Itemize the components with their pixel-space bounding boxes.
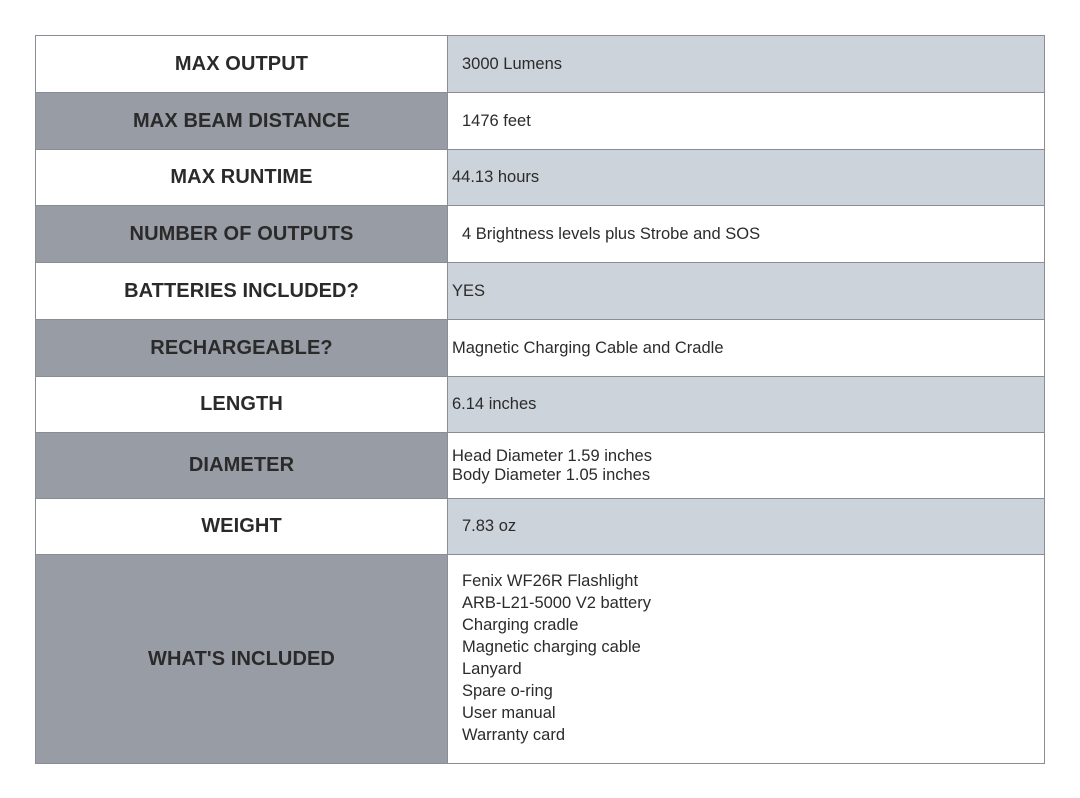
spec-label: WHAT'S INCLUDED [36, 555, 448, 764]
included-item: Magnetic charging cable [462, 638, 641, 657]
spec-label: MAX OUTPUT [36, 36, 448, 93]
spec-value [448, 36, 1045, 93]
spec-label: NUMBER OF OUTPUTS [36, 206, 448, 263]
spec-value-line: 3000 Lumens [462, 54, 562, 73]
spec-value-line: Magnetic Charging Cable and Cradle [452, 338, 724, 357]
included-item: Fenix WF26R Flashlight [462, 572, 639, 591]
spec-row-number-of-outputs [36, 206, 1045, 263]
spec-value [448, 93, 1045, 150]
spec-value-line: Body Diameter 1.05 inches [452, 465, 651, 484]
spec-label: DIAMETER [36, 433, 448, 499]
spec-row-max-output [36, 36, 1045, 93]
spec-value-line: YES [452, 281, 486, 300]
spec-value-line: 6.14 inches [452, 395, 537, 413]
spec-label: MAX RUNTIME [36, 150, 448, 206]
spec-value [448, 555, 1045, 764]
spec-value-line: 44.13 hours [452, 168, 540, 186]
spec-label: RECHARGEABLE? [36, 320, 448, 377]
spec-row-diameter [36, 433, 1045, 499]
spec-table [35, 35, 1045, 764]
spec-value-line: 1476 feet [462, 111, 531, 130]
spec-label: MAX BEAM DISTANCE [36, 93, 448, 150]
spec-value [448, 206, 1045, 263]
spec-value [448, 263, 1045, 320]
spec-row-batteries-included [36, 263, 1045, 320]
spec-row-weight [36, 499, 1045, 555]
spec-value [448, 150, 1045, 206]
spec-value [448, 320, 1045, 377]
included-item: Lanyard [462, 660, 522, 678]
spec-row-rechargeable [36, 320, 1045, 377]
spec-label: BATTERIES INCLUDED? [36, 263, 448, 320]
spec-value-line: 4 Brightness levels plus Strobe and SOS [462, 224, 761, 243]
included-item: Spare o-ring [462, 681, 553, 700]
spec-label: LENGTH [36, 377, 448, 433]
spec-value [448, 433, 1045, 499]
spec-row-max-beam-distance [36, 93, 1045, 150]
spec-row-length [36, 377, 1045, 433]
spec-label: WEIGHT [36, 499, 448, 555]
included-item: ARB-L21-5000 V2 battery [462, 594, 651, 613]
spec-value [448, 499, 1045, 555]
spec-row-max-runtime [36, 150, 1045, 206]
included-item: Warranty card [462, 725, 565, 744]
spec-row-whats-included [36, 555, 1045, 764]
spec-value-line: Head Diameter 1.59 inches [452, 446, 652, 465]
spec-value [448, 377, 1045, 433]
included-item: User manual [462, 703, 556, 722]
included-item: Charging cradle [462, 616, 579, 635]
spec-value-line: 7.83 oz [462, 517, 517, 535]
